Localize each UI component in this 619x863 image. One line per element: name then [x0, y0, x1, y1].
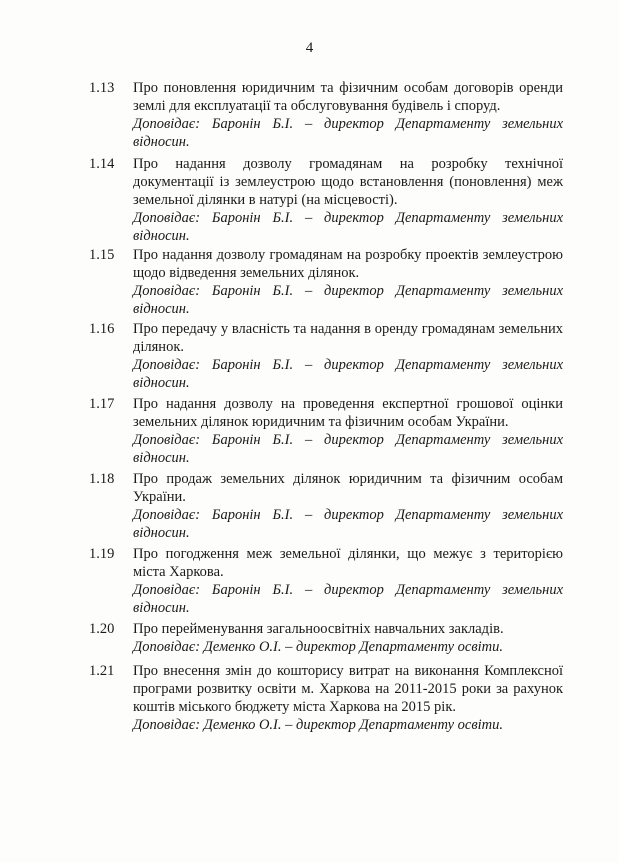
item-title: Про надання дозволу на проведення експертної грошової оцінки земельних ділянок юридичним та фізичним особам України.	[133, 396, 563, 430]
item-speaker: Доповідає: Баронін Б.І. – директор Департаменту земельних відносин.	[133, 210, 563, 244]
item-number: 1.13	[89, 80, 115, 96]
item-number: 1.19	[89, 546, 115, 562]
item-number: 1.15	[89, 247, 115, 263]
item-title: Про перейменування загальноосвітніх навчальних закладів.	[133, 621, 504, 637]
item-speaker: Доповідає: Деменко О.І. – директор Департаменту освіти.	[133, 717, 503, 733]
item-title: Про надання дозволу громадянам на розробку технічної документації із землеустрою щодо встановлення (поновлення) меж земельної ділянки в натурі (на місцевості).	[133, 156, 563, 208]
item-title: Про внесення змін до кошторису витрат на виконання Комплексної програми розвитку освіти м. Харкова на 2011-2015 роки за рахунок коштів міського бюджету міста Харкова на 2015 рік.	[133, 663, 563, 715]
item-number: 1.18	[89, 471, 115, 487]
item-title: Про передачу у власність та надання в оренду громадянам земельних ділянок.	[133, 321, 563, 355]
item-speaker: Доповідає: Баронін Б.І. – директор Департаменту земельних відносин.	[133, 582, 563, 616]
item-speaker: Доповідає: Баронін Б.І. – директор Департаменту земельних відносин.	[133, 507, 563, 541]
item-speaker: Доповідає: Деменко О.І. – директор Департаменту освіти.	[133, 639, 503, 655]
item-number: 1.20	[89, 621, 115, 637]
item-title: Про продаж земельних ділянок юридичним та фізичним особам України.	[133, 471, 563, 505]
item-speaker: Доповідає: Баронін Б.І. – директор Департаменту земельних відносин.	[133, 357, 563, 391]
item-title: Про погодження меж земельної ділянки, що межує з територією міста Харкова.	[133, 546, 563, 580]
page-number: 4	[305, 40, 314, 56]
item-number: 1.21	[89, 663, 115, 679]
item-speaker: Доповідає: Баронін Б.І. – директор Департаменту земельних відносин.	[133, 432, 563, 466]
item-title: Про поновлення юридичним та фізичним особам договорів оренди землі для експлуатації та обслуговування будівель і споруд.	[133, 80, 563, 114]
item-speaker: Доповідає: Баронін Б.І. – директор Департаменту земельних відносин.	[133, 283, 563, 317]
item-number: 1.17	[89, 396, 115, 412]
item-title: Про надання дозволу громадянам на розробку проектів землеустрою щодо відведення земельних ділянок.	[133, 247, 563, 281]
item-number: 1.16	[89, 321, 115, 337]
item-speaker: Доповідає: Баронін Б.І. – директор Департаменту земельних відносин.	[133, 116, 563, 150]
item-number: 1.14	[89, 156, 115, 172]
